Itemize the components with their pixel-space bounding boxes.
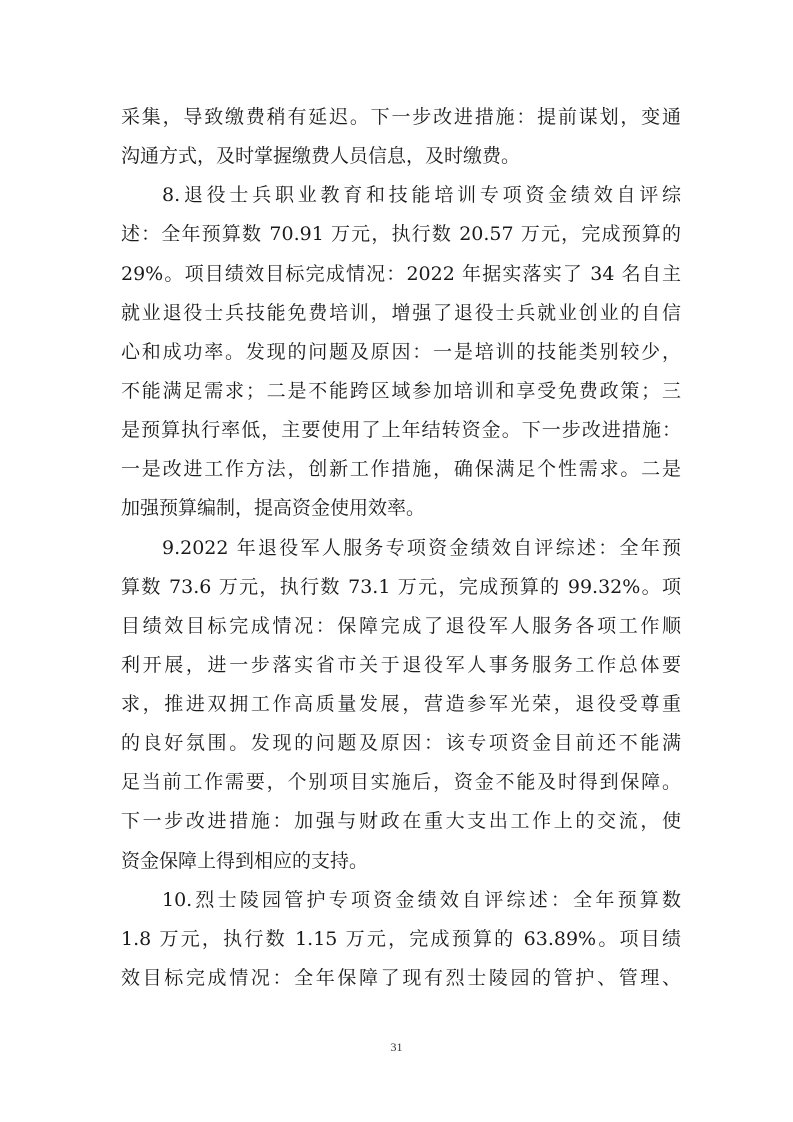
text-line: 8.退役士兵职业教育和技能培训专项资金绩效自评综	[162, 184, 681, 206]
text-line: 采集，导致缴费稍有延迟。下一步改进措施：提前谋划，变通	[121, 106, 681, 128]
text-line: 利开展，进一步落实省市关于退役军人事务服务工作总体要	[121, 654, 681, 676]
text-line: 足当前工作需要，个别项目实施后，资金不能及时得到保障。	[121, 771, 681, 793]
text-line: 算数 73.6 万元，执行数 73.1 万元，完成预算的 99.32%。项	[121, 576, 681, 598]
text-line: 加强预算编制，提高资金使用效率。	[121, 497, 426, 519]
text-line: 目绩效目标完成情况：保障完成了退役军人服务各项工作顺	[121, 615, 681, 637]
text-line: 述：全年预算数 70.91 万元，执行数 20.57 万元，完成预算的	[121, 223, 681, 245]
text-line: 29%。项目绩效目标完成情况：2022 年据实落实了 34 名自主	[121, 263, 681, 285]
text-line: 就业退役士兵技能免费培训，增强了退役士兵就业创业的自信	[121, 302, 681, 324]
text-line: 效目标完成情况：全年保障了现有烈士陵园的管护、管理、	[121, 967, 681, 989]
text-line: 心和成功率。发现的问题及原因：一是培训的技能类别较少，	[121, 341, 681, 363]
text-line: 是预算执行率低，主要使用了上年结转资金。下一步改进措施：	[121, 419, 681, 441]
page-number: 31	[390, 1040, 403, 1054]
text-line: 9.2022 年退役军人服务专项资金绩效自评综述：全年预	[162, 537, 681, 559]
text-line: 沟通方式，及时掌握缴费人员信息，及时缴费。	[121, 145, 521, 167]
text-line: 1.8 万元，执行数 1.15 万元，完成预算的 63.89%。项目绩	[121, 928, 681, 950]
text-line: 求，推进双拥工作高质量发展，营造参军光荣，退役受尊重	[121, 693, 681, 715]
text-line: 下一步改进措施：加强与财政在重大支出工作上的交流，使	[121, 810, 681, 832]
text-line: 的良好氛围。发现的问题及原因：该专项资金目前还不能满	[121, 732, 681, 754]
text-line: 一是改进工作方法，创新工作措施，确保满足个性需求。二是	[121, 458, 681, 480]
text-line: 10.烈士陵园管护专项资金绩效自评综述：全年预算数	[162, 889, 681, 911]
text-line: 资金保障上得到相应的支持。	[121, 850, 369, 872]
text-line: 不能满足需求；二是不能跨区域参加培训和享受免费政策；三	[121, 380, 681, 402]
